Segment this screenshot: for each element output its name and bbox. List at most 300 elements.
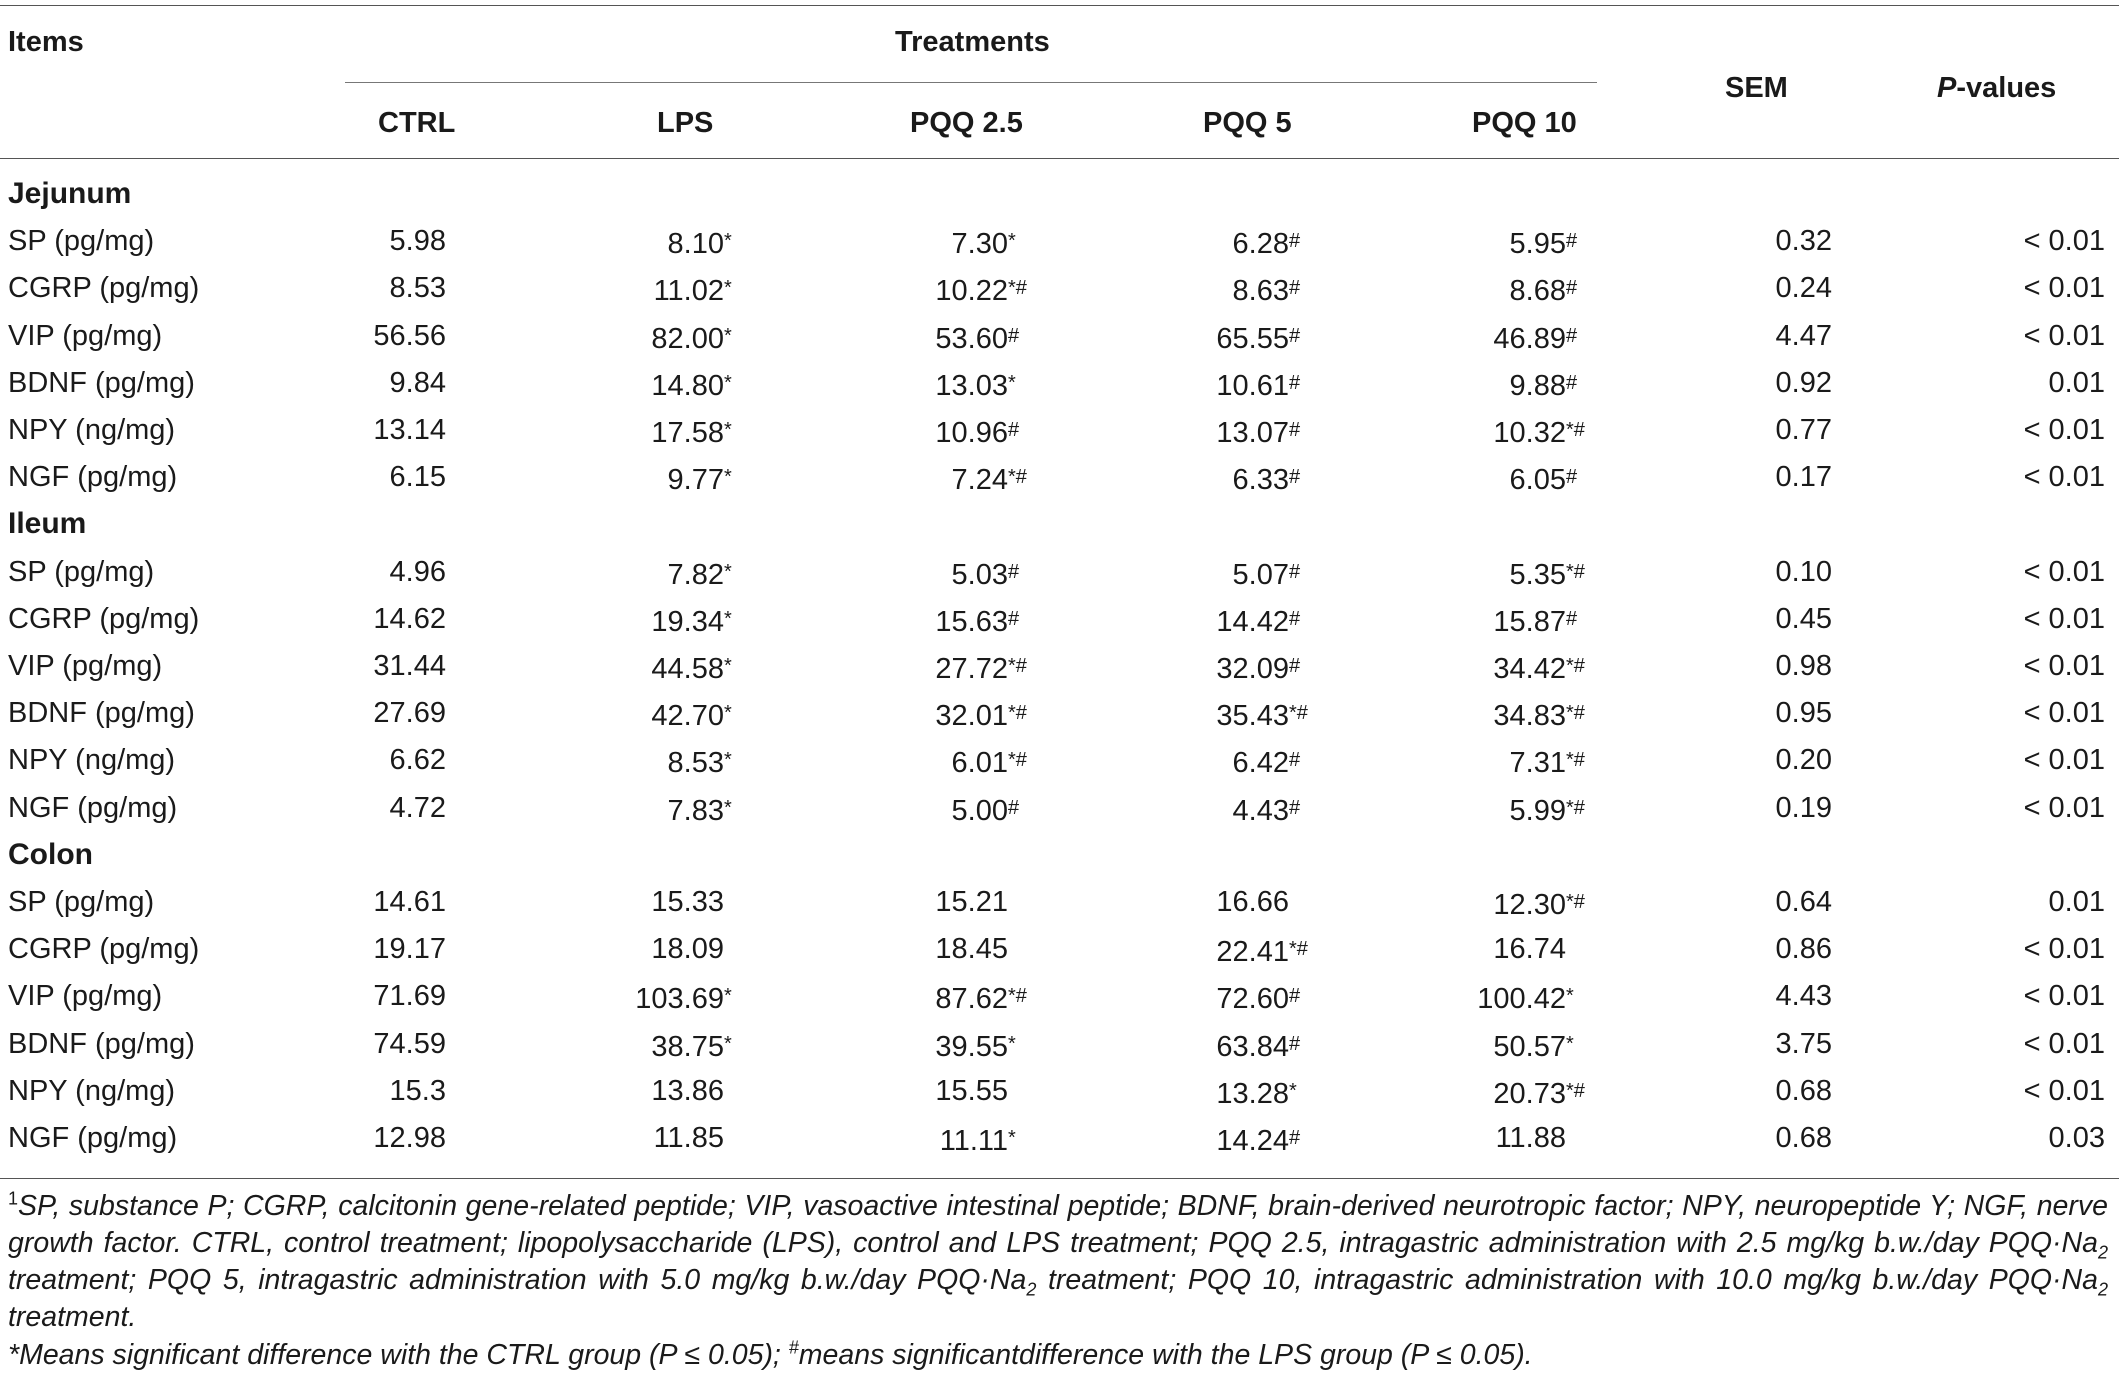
cell-number: 39.55	[935, 1030, 1008, 1063]
significance-marker: #	[1289, 324, 1301, 347]
table-cell-value	[1406, 552, 1606, 595]
significance-marker: *#	[1566, 796, 1585, 819]
significance-marker: #	[1289, 277, 1301, 300]
cell-number: 27.69	[373, 697, 446, 730]
table-cell-value	[286, 1071, 486, 1111]
row-sem-value: 0.64	[1775, 886, 1832, 918]
table-cell-value	[286, 316, 486, 356]
significance-marker: *#	[1566, 749, 1585, 772]
table-cell-value	[848, 363, 1048, 406]
row-p-value: < 0.01	[2023, 414, 2105, 446]
significance-marker: *#	[1008, 466, 1027, 489]
cell-number: 6.15	[389, 461, 446, 494]
cell-number: 5.95	[1509, 228, 1566, 261]
cell-number: 103.69	[635, 983, 724, 1016]
table-cell-value	[286, 693, 486, 733]
table-cell-value	[564, 740, 764, 783]
row-sem-value: 0.10	[1775, 555, 1832, 588]
cell-number: 8.53	[667, 747, 724, 780]
significance-marker: #	[1566, 607, 1578, 630]
table-cell-value	[1406, 646, 1606, 689]
significance-marker: *	[1008, 1032, 1016, 1055]
row-p-value: < 0.01	[2023, 602, 2105, 635]
treatments-span-rule	[345, 82, 1597, 83]
table-cell-value	[564, 221, 764, 264]
cell-number: 71.69	[373, 980, 446, 1013]
cell-number: 4.72	[389, 791, 446, 824]
cell-number: 31.44	[373, 650, 446, 682]
cell-number: 15.55	[935, 1074, 1008, 1107]
cell-number: 46.89	[1493, 322, 1566, 355]
significance-marker: *#	[1566, 560, 1585, 583]
row-p-value: < 0.01	[2023, 272, 2105, 305]
table-cell-value	[1129, 693, 1329, 736]
table-cell-value	[1406, 740, 1606, 783]
table-cell-value	[848, 740, 1048, 783]
table-cell-value	[1406, 410, 1606, 453]
table-cell-value	[1406, 788, 1606, 831]
cell-number: 14.42	[1216, 605, 1289, 638]
table-cell-value	[1406, 457, 1606, 500]
row-p-value: < 0.01	[2023, 1074, 2105, 1107]
cell-number: 63.84	[1216, 1030, 1289, 1063]
cell-number: 14.62	[373, 602, 446, 635]
table-footnote-significance: *Means significant difference with the CTRL group (P ≤ 0.05); #means significantdifference with the LPS group (P ≤ 0.05).	[8, 1337, 1533, 1371]
significance-marker: *	[1008, 1127, 1016, 1149]
cell-number: 32.01	[935, 700, 1008, 733]
cell-number: 13.28	[1216, 1077, 1289, 1110]
header-col-pqq25: PQQ 2.5	[910, 107, 1023, 139]
table-cell-value	[848, 1118, 1048, 1161]
row-sem-value: 0.20	[1775, 744, 1832, 777]
significance-marker: *#	[1566, 702, 1585, 725]
row-sem-value: 0.68	[1775, 1122, 1832, 1154]
cell-number: 5.00	[951, 794, 1008, 827]
significance-marker: *	[1289, 1079, 1297, 1102]
significance-marker: #	[1289, 655, 1301, 677]
footnote-marker: 1	[8, 1188, 19, 1209]
table-cell-value	[848, 316, 1048, 359]
cell-number: 56.56	[373, 319, 446, 352]
cell-number: 6.33	[1232, 464, 1289, 497]
table-cell-value	[848, 882, 1048, 922]
row-item-label: NPY (ng/mg)	[8, 414, 176, 446]
table-cell-value	[848, 788, 1048, 831]
table-bottom-rule	[0, 1178, 2119, 1179]
cell-number: 19.17	[373, 933, 446, 966]
table-cell-value	[564, 693, 764, 736]
cell-number: 44.58	[651, 653, 724, 685]
table-cell-value	[848, 457, 1048, 500]
significance-marker: *	[724, 230, 732, 253]
cell-number: 50.57	[1493, 1030, 1566, 1063]
significance-marker: #	[1289, 230, 1301, 253]
cell-number: 82.00	[651, 322, 724, 355]
cell-number: 22.41	[1216, 936, 1289, 969]
row-p-value: 0.01	[2048, 886, 2105, 918]
cell-number: 4.43	[1232, 794, 1289, 827]
cell-number: 11.88	[1495, 1122, 1566, 1154]
row-sem-value: 0.86	[1775, 933, 1832, 966]
cell-number: 14.24	[1216, 1125, 1289, 1157]
significance-marker: #	[1289, 371, 1301, 394]
table-cell-value	[848, 1024, 1048, 1067]
table-cell-value	[1406, 1118, 1606, 1158]
cell-number: 9.88	[1509, 369, 1566, 402]
cell-number: 6.42	[1232, 747, 1289, 780]
table-cell-value	[1406, 929, 1606, 969]
cell-number: 42.70	[651, 700, 724, 733]
row-p-value: < 0.01	[2023, 791, 2105, 824]
row-sem-value: 0.68	[1775, 1074, 1832, 1107]
significance-marker: *#	[1008, 655, 1027, 677]
significance-marker: #	[1566, 324, 1578, 347]
cell-number: 53.60	[935, 322, 1008, 355]
row-item-label: CGRP (pg/mg)	[8, 933, 200, 966]
cell-number: 14.80	[651, 369, 724, 402]
significance-marker: *	[724, 702, 732, 725]
significance-marker: *	[724, 466, 732, 489]
significance-marker: #	[1289, 749, 1301, 772]
table-cell-value	[1129, 788, 1329, 831]
cell-number: 12.98	[373, 1122, 446, 1154]
cell-number: 7.83	[667, 794, 724, 827]
table-cell-value	[564, 268, 764, 311]
row-p-value: < 0.01	[2023, 461, 2105, 494]
significance-marker: *#	[1566, 419, 1585, 441]
significance-marker: *	[724, 749, 732, 772]
row-item-label: VIP (pg/mg)	[8, 319, 163, 352]
cell-number: 16.66	[1216, 886, 1289, 918]
table-cell-value	[286, 410, 486, 450]
section-label: Jejunum	[8, 177, 132, 210]
cell-number: 15.87	[1493, 605, 1566, 638]
row-p-value: < 0.01	[2023, 980, 2105, 1013]
table-cell-value	[1406, 1024, 1606, 1067]
table-cell-value	[564, 1071, 764, 1111]
cell-number: 100.42	[1477, 983, 1566, 1016]
cell-number: 16.74	[1493, 933, 1566, 966]
cell-number: 11.85	[653, 1122, 724, 1154]
row-sem-value: 0.92	[1775, 366, 1832, 399]
table-cell-value	[1129, 929, 1329, 972]
significance-marker: *	[1008, 230, 1016, 253]
table-cell-value	[286, 646, 486, 686]
significance-marker: #	[1289, 419, 1301, 441]
significance-marker: *#	[1289, 702, 1308, 725]
table-cell-value	[564, 1118, 764, 1158]
section-label: Ileum	[8, 507, 87, 541]
table-cell-value	[286, 976, 486, 1016]
table-cell-value	[286, 882, 486, 922]
row-item-label: BDNF (pg/mg)	[8, 366, 195, 399]
row-sem-value: 0.19	[1775, 791, 1832, 824]
cell-number: 15.33	[651, 886, 724, 918]
significance-marker: *	[1566, 1032, 1574, 1055]
row-sem-value: 4.43	[1775, 980, 1832, 1013]
row-sem-value: 0.98	[1775, 650, 1832, 682]
cell-number: 65.55	[1216, 322, 1289, 355]
header-items: Items	[8, 26, 84, 58]
cell-number: 4.96	[389, 555, 446, 588]
significance-marker: *	[724, 607, 732, 630]
row-item-label: SP (pg/mg)	[8, 886, 155, 918]
significance-marker: #	[1289, 607, 1301, 630]
cell-number: 13.14	[373, 414, 446, 446]
significance-marker: *	[1008, 371, 1016, 394]
cell-number: 14.61	[373, 886, 446, 918]
significance-marker: *	[724, 560, 732, 583]
table-cell-value	[1406, 363, 1606, 406]
table-cell-value	[286, 552, 486, 592]
cell-number: 15.3	[389, 1074, 446, 1107]
table-cell-value	[1129, 316, 1329, 359]
cell-number: 7.24	[951, 464, 1008, 497]
cell-number: 5.98	[389, 225, 446, 258]
table-cell-value	[1406, 1071, 1606, 1114]
significance-marker: *#	[1566, 891, 1585, 913]
section-label: Colon	[8, 837, 93, 871]
table-cell-value	[286, 788, 486, 828]
table-cell-value	[286, 363, 486, 403]
row-sem-value: 0.95	[1775, 697, 1832, 730]
significance-marker: *	[724, 796, 732, 819]
header-bottom-rule	[0, 158, 2119, 159]
significance-marker: #	[1566, 466, 1578, 489]
table-cell-value	[1129, 410, 1329, 453]
cell-number: 34.83	[1493, 700, 1566, 733]
row-item-label: NGF (pg/mg)	[8, 1122, 178, 1154]
table-cell-value	[286, 1118, 486, 1158]
table-cell-value	[1406, 268, 1606, 311]
table-cell-value	[1406, 693, 1606, 736]
table-cell-value	[1129, 1071, 1329, 1114]
table-cell-value	[286, 599, 486, 639]
cell-number: 6.28	[1232, 228, 1289, 261]
cell-number: 8.63	[1232, 275, 1289, 308]
table-footnote-abbreviations: $^1$SP, substance P; CGRP, calcitonin gene-related peptide; VIP, vasoactive intestinal peptide; BDNF, brain-derived neurotropic factor; NPY, neuropeptide Y; NGF, nerve growth factor. CTRL, control treatment; lipopolysaccharide (LPS), control and LPS treatment; PQQ 2.5, intragastric administration with 2.5 mg/kg b.w./day $PQQ\cdot Na_2$ treatment; PQQ 5, intragastric administration with 5.0 mg/kg b.w./day $PQQ\cdot Na_2$ treatment; PQQ 10, intragastric administration with 10.0 mg/kg b.w./day $PQQ\cdot Na_2$ treatment.	[8, 1188, 2108, 1333]
table-cell-value	[564, 363, 764, 406]
significance-marker: *	[724, 277, 732, 300]
table-cell-value	[286, 268, 486, 308]
cell-number: 5.03	[951, 558, 1008, 591]
cell-number: 9.77	[667, 464, 724, 497]
significance-marker: *#	[1008, 702, 1027, 725]
row-sem-value: 3.75	[1775, 1027, 1832, 1060]
table-cell-value	[848, 693, 1048, 736]
table-cell-value	[1129, 976, 1329, 1019]
table-cell-value	[848, 410, 1048, 453]
header-col-lps: LPS	[657, 107, 714, 139]
cell-number: 27.72	[935, 653, 1008, 685]
table-cell-value	[848, 929, 1048, 969]
table-cell-value	[564, 552, 764, 595]
significance-marker: #	[1289, 1127, 1301, 1149]
significance-marker: #	[1008, 560, 1020, 583]
header-sem: SEM	[1725, 72, 1788, 104]
table-cell-value	[848, 976, 1048, 1019]
row-sem-value: 0.32	[1775, 225, 1832, 258]
table-cell-value	[848, 1071, 1048, 1111]
row-item-label: SP (pg/mg)	[8, 225, 155, 258]
cell-number: 19.34	[651, 605, 724, 638]
cell-number: 10.32	[1493, 417, 1566, 449]
cell-number: 8.53	[389, 272, 446, 305]
significance-marker: *	[1566, 985, 1574, 1008]
table-cell-value	[1129, 457, 1329, 500]
table-cell-value	[1129, 221, 1329, 264]
cell-number: 18.09	[651, 933, 724, 966]
cell-number: 74.59	[373, 1027, 446, 1060]
header-treatments: Treatments	[895, 26, 1050, 58]
significance-marker: #	[1289, 466, 1301, 489]
row-sem-value: 0.24	[1775, 272, 1832, 305]
cell-number: 6.62	[389, 744, 446, 777]
cell-number: 13.03	[935, 369, 1008, 402]
cell-number: 10.61	[1216, 369, 1289, 402]
significance-marker: #	[1008, 796, 1020, 819]
row-sem-value: 0.77	[1775, 414, 1832, 446]
significance-marker: #	[1289, 796, 1301, 819]
table-cell-value	[564, 457, 764, 500]
row-item-label: CGRP (pg/mg)	[8, 602, 200, 635]
row-item-label: VIP (pg/mg)	[8, 980, 163, 1013]
row-item-label: NGF (pg/mg)	[8, 461, 178, 494]
table-cell-value	[1129, 552, 1329, 595]
significance-marker: *#	[1008, 749, 1027, 772]
cell-number: 12.30	[1493, 889, 1566, 921]
cell-number: 38.75	[651, 1030, 724, 1063]
significance-marker: #	[1008, 419, 1020, 441]
table-cell-value	[1406, 976, 1606, 1019]
significance-marker: #	[1566, 371, 1578, 394]
row-p-value: < 0.01	[2023, 319, 2105, 352]
row-p-value: < 0.01	[2023, 225, 2105, 258]
cell-number: 20.73	[1493, 1077, 1566, 1110]
cell-number: 15.63	[935, 605, 1008, 638]
cell-number: 17.58	[651, 417, 724, 449]
row-item-label: CGRP (pg/mg)	[8, 272, 200, 305]
table-cell-value	[1129, 599, 1329, 642]
table-cell-value	[286, 740, 486, 780]
table-cell-value	[564, 599, 764, 642]
cell-number: 13.86	[651, 1074, 724, 1107]
table-cell-value	[564, 976, 764, 1019]
cell-number: 10.96	[935, 417, 1008, 449]
table-cell-value	[848, 646, 1048, 689]
row-p-value: < 0.01	[2023, 697, 2105, 730]
row-p-value: 0.03	[2048, 1122, 2105, 1154]
table-cell-value	[1129, 1118, 1329, 1161]
significance-marker: *#	[1008, 277, 1027, 300]
table-cell-value	[1406, 882, 1606, 925]
significance-marker: *#	[1008, 985, 1027, 1008]
row-item-label: BDNF (pg/mg)	[8, 1027, 195, 1060]
cell-number: 5.99	[1509, 794, 1566, 827]
cell-number: 87.62	[935, 983, 1008, 1016]
cell-number: 8.10	[667, 228, 724, 261]
significance-marker: *#	[1289, 938, 1308, 961]
row-sem-value: 4.47	[1775, 319, 1832, 352]
significance-marker: #	[1289, 1032, 1301, 1055]
significance-marker: #	[1566, 277, 1578, 300]
table-cell-value	[1406, 316, 1606, 359]
cell-number: 6.05	[1509, 464, 1566, 497]
significance-marker: #	[1008, 607, 1020, 630]
cell-number: 15.21	[935, 886, 1008, 918]
table-cell-value	[286, 221, 486, 261]
cell-number: 9.84	[389, 366, 446, 399]
row-p-value: < 0.01	[2023, 555, 2105, 588]
table-cell-value	[564, 316, 764, 359]
cell-number: 72.60	[1216, 983, 1289, 1016]
table-cell-value	[564, 1024, 764, 1067]
table-cell-value	[564, 882, 764, 922]
row-item-label: BDNF (pg/mg)	[8, 697, 195, 730]
row-item-label: SP (pg/mg)	[8, 555, 155, 588]
table-cell-value	[1129, 268, 1329, 311]
significance-marker: #	[1008, 324, 1020, 347]
significance-marker: *	[724, 985, 732, 1008]
table-cell-value	[848, 221, 1048, 264]
table-cell-value	[564, 646, 764, 689]
table-cell-value	[1129, 363, 1329, 406]
cell-number: 32.09	[1216, 653, 1289, 685]
table-top-rule	[0, 5, 2119, 6]
cell-number: 7.82	[667, 558, 724, 591]
cell-number: 8.68	[1509, 275, 1566, 308]
header-col-pqq10: PQQ 10	[1472, 107, 1577, 139]
header-p-values: P-values	[1937, 72, 2057, 104]
significance-marker: *	[724, 324, 732, 347]
significance-marker: *	[724, 655, 732, 677]
table-cell-value	[848, 552, 1048, 595]
cell-number: 34.42	[1493, 653, 1566, 685]
table-cell-value	[1129, 1024, 1329, 1067]
cell-number: 18.45	[935, 933, 1008, 966]
row-item-label: NPY (ng/mg)	[8, 1074, 176, 1107]
significance-marker: #	[1289, 560, 1301, 583]
header-col-ctrl: CTRL	[378, 107, 456, 139]
row-item-label: NGF (pg/mg)	[8, 791, 178, 824]
row-item-label: VIP (pg/mg)	[8, 650, 163, 682]
cell-number: 7.30	[951, 228, 1008, 261]
table-cell-value	[1406, 221, 1606, 264]
cell-number: 5.35	[1509, 558, 1566, 591]
significance-marker: *	[724, 1032, 732, 1055]
table-cell-value	[1129, 740, 1329, 783]
cell-number: 10.22	[935, 275, 1008, 308]
cell-number: 11.02	[653, 275, 724, 308]
row-sem-value: 0.45	[1775, 602, 1832, 635]
significance-marker: *	[724, 371, 732, 394]
table-cell-value	[1129, 646, 1329, 689]
cell-number: 6.01	[951, 747, 1008, 780]
table-cell-value	[564, 410, 764, 453]
table-cell-value	[848, 268, 1048, 311]
table-cell-value	[286, 457, 486, 497]
header-col-pqq5: PQQ 5	[1203, 107, 1292, 139]
significance-marker: #	[1289, 985, 1301, 1008]
table-cell-value	[1406, 599, 1606, 642]
cell-number: 11.11	[939, 1125, 1008, 1157]
cell-number: 5.07	[1232, 558, 1289, 591]
row-item-label: NPY (ng/mg)	[8, 744, 176, 777]
significance-marker: *#	[1566, 1079, 1585, 1102]
row-p-value: < 0.01	[2023, 744, 2105, 777]
table-cell-value	[564, 788, 764, 831]
cell-number: 7.31	[1509, 747, 1566, 780]
